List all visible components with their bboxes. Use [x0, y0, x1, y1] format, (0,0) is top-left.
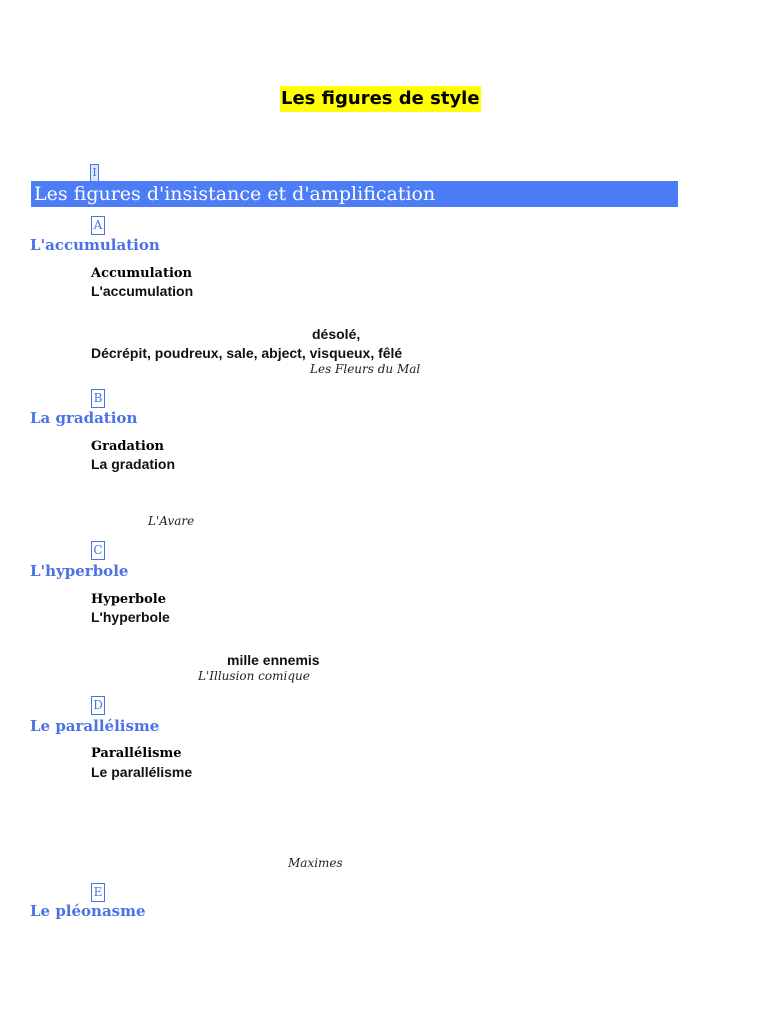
page-title: Les figures de style	[280, 86, 481, 112]
term-hyperbole: Hyperbole	[91, 592, 167, 607]
subsection-heading-gradation: La gradation	[30, 409, 138, 427]
definition-parallelisme: Le parallélisme	[91, 764, 193, 780]
subsection-heading-hyperbole: L'hyperbole	[30, 562, 129, 580]
example-source: L'Avare	[148, 514, 195, 528]
example-source: Maximes	[288, 856, 343, 870]
example-line: Décrépit, poudreux, sale, abject, visqueux, fêlé	[91, 345, 403, 361]
subsection-heading-accumulation: L'accumulation	[30, 236, 160, 254]
term-parallelisme: Parallélisme	[91, 746, 182, 761]
subsection-letter-e: E	[91, 883, 105, 902]
term-accumulation: Accumulation	[91, 266, 193, 281]
subsection-letter-d: D	[91, 696, 105, 715]
example-source: Les Fleurs du Mal	[310, 362, 421, 376]
section-number-marker: I	[90, 164, 99, 182]
subsection-letter-a: A	[91, 216, 105, 235]
example-line: désolé,	[312, 326, 361, 342]
subsection-letter-b: B	[91, 389, 105, 408]
definition-accumulation: L'accumulation	[91, 283, 194, 299]
subsection-heading-parallelisme: Le parallélisme	[30, 717, 160, 735]
definition-gradation: La gradation	[91, 456, 176, 472]
section-heading: Les figures d'insistance et d'amplification	[31, 181, 678, 207]
term-gradation: Gradation	[91, 439, 164, 454]
subsection-heading-pleonasme: Le pléonasme	[30, 902, 146, 920]
definition-hyperbole: L'hyperbole	[91, 609, 170, 625]
example-line: mille ennemis	[227, 652, 320, 668]
example-source: L'Illusion comique	[198, 669, 310, 683]
subsection-letter-c: C	[91, 541, 105, 560]
